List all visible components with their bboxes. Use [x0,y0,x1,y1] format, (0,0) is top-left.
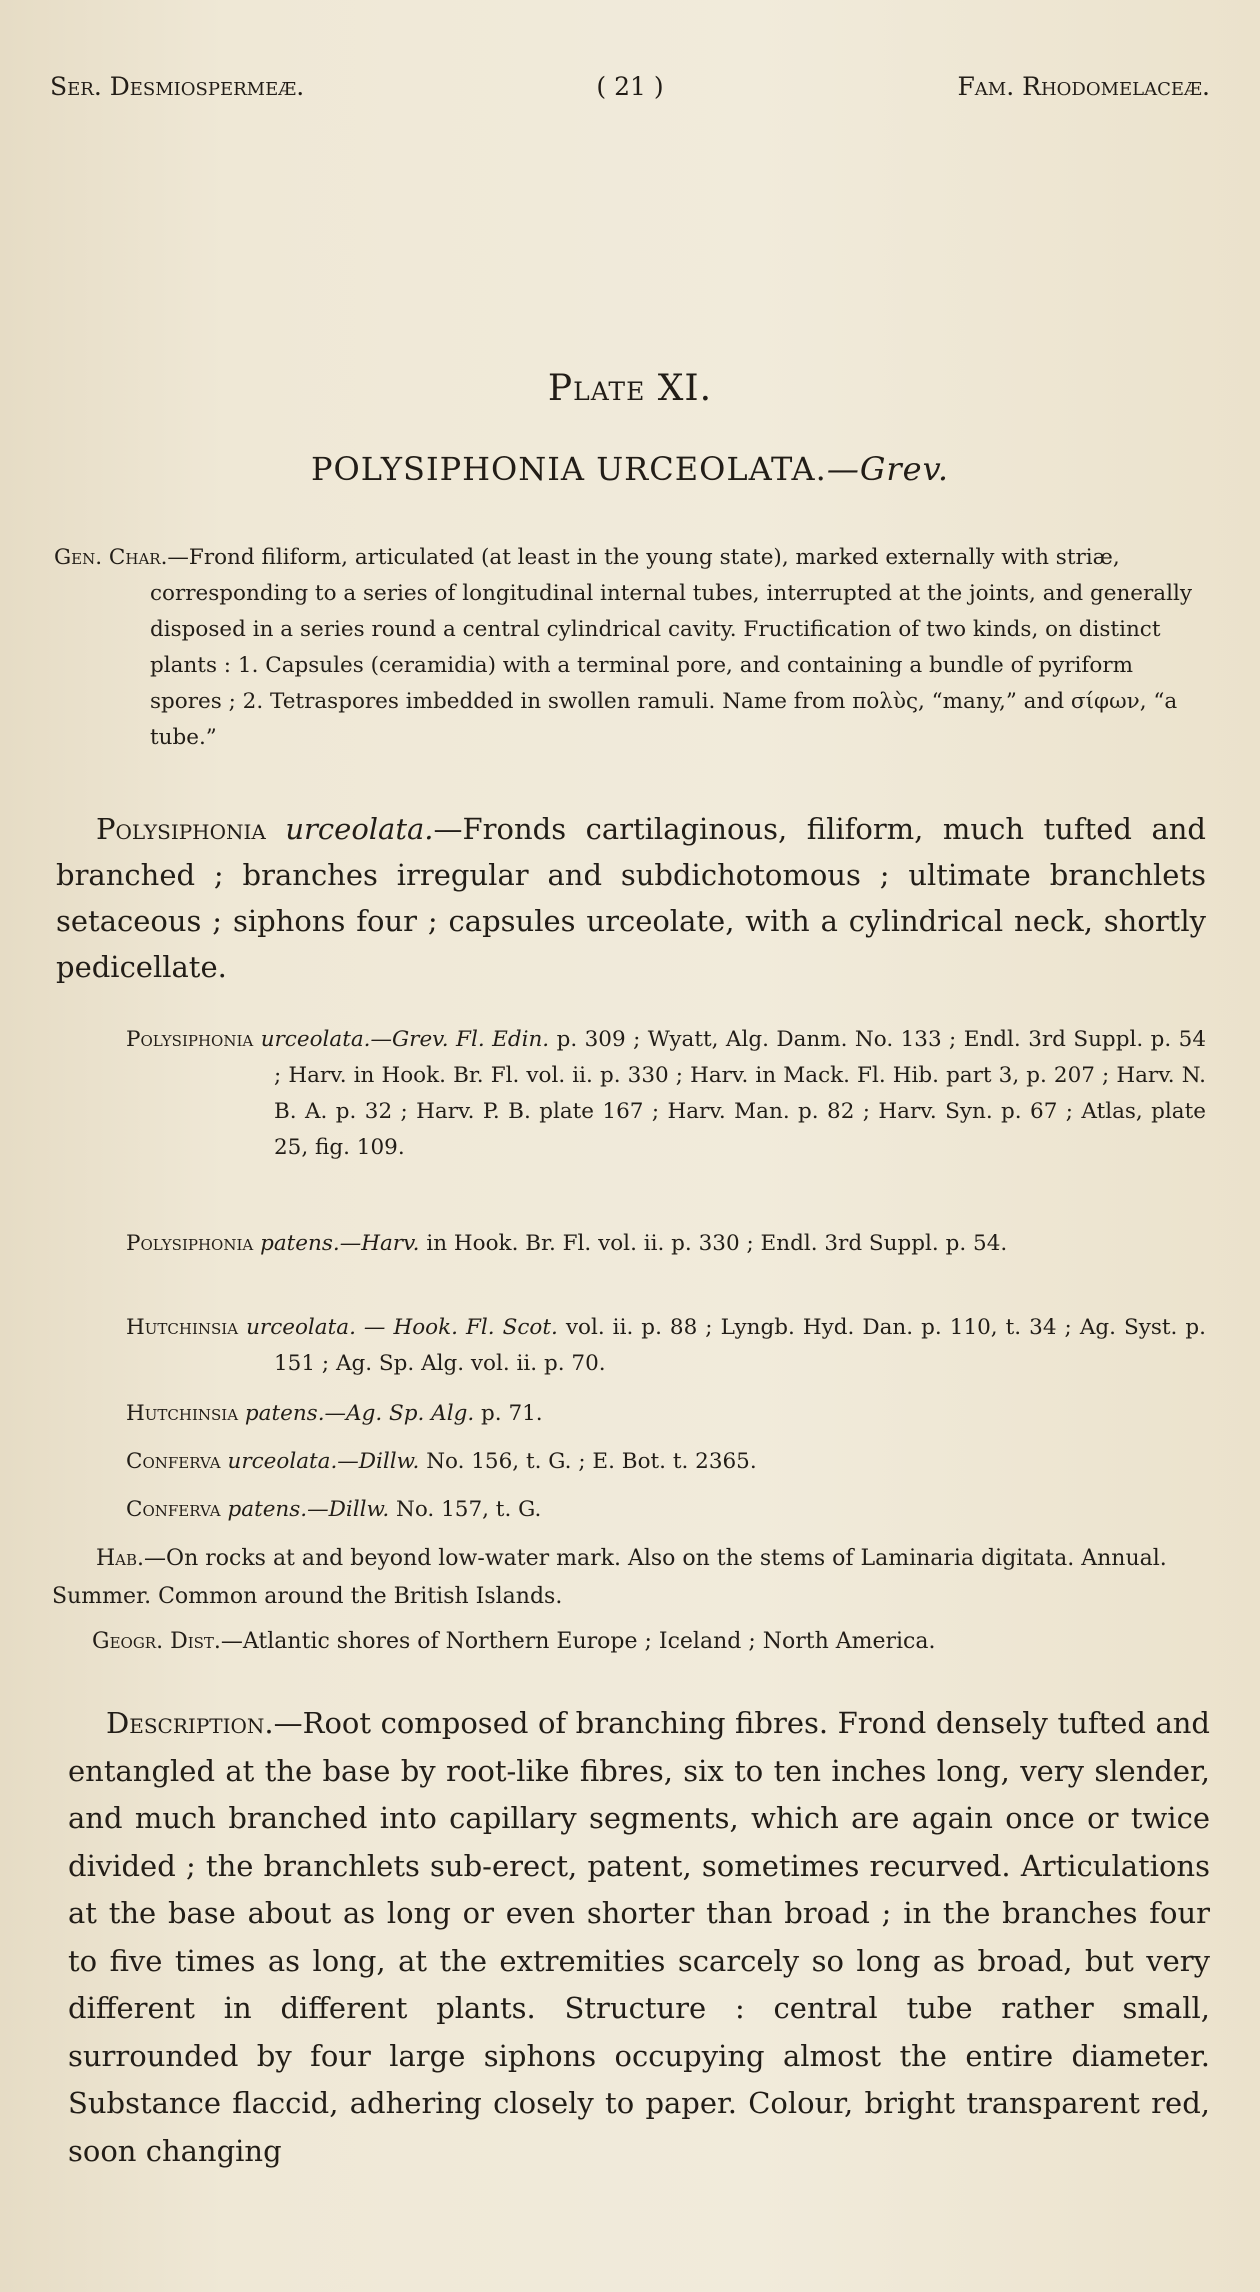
synonym-reference: p. 71. [481,1401,543,1426]
geography-text: —Atlantic shores of Northern Europe ; Iceland ; North America. [220,1629,936,1654]
synonym-entry [126,1444,1206,1480]
synonym-reference: in Hook. Br. Fl. vol. ii. p. 330 ; Endl. 3rd Suppl. p. 54. [426,1231,1008,1256]
species-title [0,450,1260,488]
synonym-reference: p. 309 ; Wyatt, Alg. Danm. No. 133 ; Endl. 3rd Suppl. p. 54 ; Harv. in Hook. Br. Fl. vol. ii. p. 330 ; Harv. in Mack. Fl. Hib. part 3, p. 207 ; Harv. N. B. A. p. 32 ; Harv. P. B. plate 167 ; Harv. Man. p. 82 ; Harv. Syn. p. 67 ; Atlas, plate 25, fig. 109. [274,1027,1207,1160]
running-head [50,72,1210,112]
species-name: POLYSIPHONIA URCEOLATA. [310,450,827,488]
synonym-genus: Polysiphonia [126,1231,254,1256]
running-head-right: Fam. Rhodomelaceæ. [957,72,1210,101]
description [68,1700,1210,2175]
synonym-genus: Conferva [126,1449,221,1474]
synonym-species: patens.—Harv. [260,1231,420,1256]
geography-label: Geogr. Dist. [92,1629,221,1654]
synonym-entry [126,1226,1206,1262]
species-author: —Grev. [826,450,950,488]
synonym-reference: No. 157, t. G. [396,1497,542,1522]
synonym-species: patens.—Ag. Sp. Alg. [244,1401,475,1426]
synonym-entry [126,1396,1206,1432]
plate-title: Plate XI. [547,368,713,409]
synonym-entry [126,1492,1206,1528]
synonym-species: urceolata.—Dillw. [227,1449,420,1474]
generic-character [54,540,1204,756]
geographic-distribution [92,1624,1202,1660]
synonym-entry [126,1310,1206,1382]
synonym-genus: Hutchinsia [126,1315,239,1340]
description-text: —Root composed of branching fibres. Frond densely tufted and entangled at the base by root-like fibres, six to ten inches long, very slender, and much branched into capillary segments, which are again once or twice divided ; the branchlets sub-erect, patent, sometimes recurved. Articulations at the base about as long or even shorter than broad ; in the branches four to five times as long, at the extremities scarcely so long as broad, but very different in different plants. Structure : central tube rather small, surrounded by four large siphons occupying almost the entire diameter. Substance flaccid, adhering closely to paper. Colour, bright transparent red, soon changing [68,1706,1210,2168]
page-number: ( 21 ) [596,72,664,101]
gen-char-label: Gen. Char. [54,545,168,570]
habitat-label: Hab. [96,1546,145,1571]
diagnosis-genus: Polysiphonia [96,812,266,846]
diagnosis-text: —Fronds cartilaginous, filiform, much tufted and branched ; branches irregular and subdichotomous ; ultimate branchlets setaceous ; siphons four ; capsules urceolate, with a cylindrical neck, shortly pedicellate. [56,812,1206,984]
description-label: Description. [106,1706,274,1740]
diagnosis-species: urceolata. [285,812,434,846]
running-head-left: Ser. Desmiospermeæ. [50,72,305,101]
synonym-species: patens.—Dillw. [227,1497,390,1522]
habitat [52,1540,1207,1616]
gen-char-text: —Frond filiform, articulated (at least in the young state), marked externally with striæ, corresponding to a series of longitudinal internal tubes, interrupted at the joints, and generally disposed in a series round a central cylindrical cavity. Fructification of two kinds, on distinct plants : 1. Capsules (ceramidia) with a terminal pore, and containing a bundle of pyriform spores ; 2. Tetraspores imbedded in swollen ramuli. Name from πολὺς, “many,” and σίφων, “a tube.” [150,545,1193,750]
synonym-reference: vol. ii. p. 88 ; Lyngb. Hyd. Dan. p. 110, t. 34 ; Ag. Syst. p. 151 ; Ag. Sp. Alg. vol. ii. p. 70. [274,1315,1206,1376]
species-diagnosis [56,806,1206,990]
synonym-species: urceolata.—Grev. Fl. Edin. [260,1027,550,1052]
synonym-species: urceolata. — Hook. Fl. Scot. [246,1315,558,1340]
habitat-text: —On rocks at and beyond low-water mark. Also on the stems of Laminaria digitata. Annual. Summer. Common around the British Islands. [52,1546,1167,1609]
synonym-genus: Hutchinsia [126,1401,239,1426]
synonym-entry [126,1022,1206,1166]
synonym-reference: No. 156, t. G. ; E. Bot. t. 2365. [426,1449,757,1474]
synonym-genus: Polysiphonia [126,1027,254,1052]
synonym-genus: Conferva [126,1497,221,1522]
